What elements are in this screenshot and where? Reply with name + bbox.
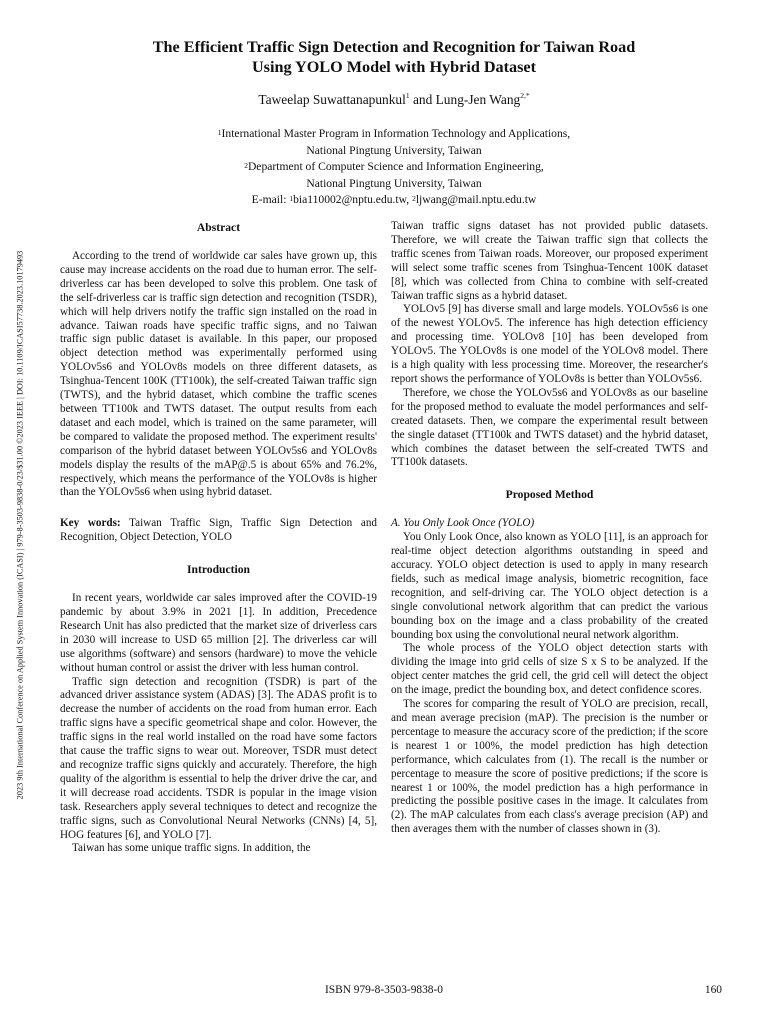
affiliations xyxy=(60,126,728,209)
email-1-link[interactable]: bia110002@nptu.edu.tw, xyxy=(293,193,413,207)
introduction-heading: Introduction xyxy=(187,563,250,577)
proposed-method-heading: Proposed Method xyxy=(505,488,594,502)
email-label: E-mail: xyxy=(251,193,290,207)
email-2-mark: 2 xyxy=(412,194,416,204)
conference-doi-sidebar xyxy=(11,165,29,885)
keywords-label: Key words: xyxy=(60,517,121,530)
affiliation-2-line-1 xyxy=(60,159,728,176)
keywords-text: Taiwan Traffic Sign, Traffic Sign Detection and Recognition, Object Detection, YOLO xyxy=(60,517,377,544)
email-1-mark: 1 xyxy=(289,194,294,204)
intro-paragraph-3-continued: Taiwan traffic signs dataset has not provided public datasets. Therefore, we will create the Taiwan traffic sign that collects the traffic scenes from Taiwan roads. Moreover, our proposed experiment will select some traffic scenes from Tsinghua-Tencent 100K dataset [8], which was collected from China to combine with self-created Taiwan traffic signs as a hybrid dataset. xyxy=(391,220,708,302)
footer-isbn: ISBN 979-8-3503-9838-0 xyxy=(324,984,443,996)
author-2-affil-mark: 2,* xyxy=(520,91,530,100)
title-line-2: Using YOLO Model with Hybrid Dataset xyxy=(251,58,537,76)
affiliation-2-text: Department of Computer Science and Information Engineering, xyxy=(247,160,544,174)
intro-paragraph-5: Therefore, we chose the YOLOv5s6 and YOLOv8s as our baseline for the proposed method to evaluate the model performances and self-created datasets. Then, we compare the experimental result between the single dataset (TT100k and TWTS dataset) and the hybrid dataset, which combines the dataset between the self-created TWTS and TT100k datasets. xyxy=(391,386,708,469)
abstract-text: According to the trend of worldwide car sales have grown up, this cause may increase accidents on the road due to human error. The self-driverless car has been developed to solve this problem. One task of the self-driverless car is traffic sign detection and recognition (TSDR), which will help drivers notify the traffic sign installed on the road in advance. Taiwan roads have specific traffic signs, and no Taiwan traffic sign public dataset is available. In this paper, our proposed object detection method was experimentally performed using YOLOv5s6 and YOLOv8s models on three different datasets, as Tsinghua-Tencent 100K (TT100k), the self-created Taiwan traffic sign (TWTS), and the hybrid dataset, which combine the traffic scenes between TT100k and TWTS dataset. The output results from each dataset and each model, which is trained on the same parameter, will be compared to validate the proposed method. The experiment results' comparison of the hybrid dataset between YOLOv5s6 and YOLOv8s models display the results of the mAP@.5 is about 65% and 76.2%, respectively, which means the performance of the YOLOv8s is higher than the YOLOv5s6 when using hybrid dataset. xyxy=(60,250,377,499)
left-column xyxy=(60,220,377,856)
email-2-link[interactable]: ljwang@mail.nptu.edu.tw xyxy=(415,193,537,207)
intro-paragraph-2: Traffic sign detection and recognition (TSDR) is part of the advanced driver assistance system (ADAS) [3]. The ADAS profit is to decrease the number of accidents on the road from human error. Each traffic signs have a specific geometrical shape and color. However, the traffic signs in the real world installed on the road have some factors that cause the traffic signs to wear out. Moreover, TSDR must detect and recognize traffic signs quickly and accurately. Therefore, the high quality of the algorithm is essential to help the driver drive the car, and it will decrease road accidents. TSDR is popular in the image vision task. Researchers apply several techniques to detect and recognize the traffic signs, such as Convolutional Neural Networks (CNNs) [4, 5], HOG features [6], and YOLO [7]. xyxy=(60,675,377,841)
title-line-1: The Efficient Traffic Sign Detection and Recognition for Taiwan Road xyxy=(152,38,636,56)
author-1-name: Taweelap Suwattanapunkul xyxy=(258,92,406,107)
affiliation-1-mark: 1 xyxy=(217,128,222,137)
intro-paragraph-3-start: Taiwan has some unique traffic signs. In addition, the xyxy=(72,842,311,855)
affiliation-1-line-2: National Pingtung University, Taiwan xyxy=(306,143,482,157)
method-paragraph-2: The whole process of the YOLO object detection starts with dividing the image into grid cells of size S x S to be analyzed. If the object center matches the grid cell, the grid cell will detect the object on the image, predict the bounding box, and detect confidence scores. xyxy=(391,642,708,697)
affiliation-1-line-1 xyxy=(60,126,728,143)
method-paragraph-1: You Only Look Once, also known as YOLO [11], is an approach for real-time object detection algorithms outstanding in speed and accuracy. YOLO object detection is used to apply in many research fields, such as medical image analysis, biometric recognition, face recognition, and self-driving car. The YOLO object detection is a single convolutional network algorithm that can predict the various bounding box on the image and a class probability of the created bounding box using the convolutional neural network algorithm. xyxy=(391,531,708,641)
author-conjunction: and xyxy=(409,92,436,107)
affiliation-2-mark: 2 xyxy=(244,161,248,171)
keywords xyxy=(60,517,377,545)
intro-paragraph-4: YOLOv5 [9] has diverse small and large models. YOLOv5s6 is one of the newest YOLOv5. The inference has high detection efficiency and processing time. YOLOv8 [10] has been developed from YOLOv5. The YOLOv8s is one model of the YOLOv8 model. There is a high quality with less processing time. Moreover, the researcher's report shows the performance of YOLOv8s is better than YOLOv5s6. xyxy=(391,303,708,385)
author-1-affil-mark: 1 xyxy=(405,91,410,100)
right-column xyxy=(391,220,708,837)
abstract-heading: Abstract xyxy=(196,221,241,234)
page-number: 160 xyxy=(704,984,722,996)
method-paragraph-3: The scores for comparing the result of YOLO are precision, recall, and mean average precision (mAP). The precision is the number or percentage to measure the accuracy score of the prediction; if the score is nearest 1 or 100%, the model prediction has high detection performance, which calculates from (1). The recall is the number or percentage to measure the score of positive predictions; if the score is nearest 1 or 100%, the model prediction has a high performance in predicting the possible positive cases in the image. It calculates from (2). The mAP calculates from each class's average precision (AP) and then averages them with the number of classes shown in (3). xyxy=(391,698,708,836)
affiliation-1-text: International Master Program in Information Technology and Applications, xyxy=(221,127,571,140)
intro-paragraph-1: In recent years, worldwide car sales improved after the COVID-19 pandemic by about 3.9% in 2021 [1]. In addition, Precedence Research Unit has also predicted that the market size of driverless cars in 2030 will increase to USD 65 million [2]. The driverless car will use algorithms (software) and sensors (hardware) to move the vehicle without human control or assist the driver with less human control. xyxy=(60,592,377,674)
sidebar-citation-text: 2023 9th International Conference on Applied System Innovation (ICASI) | 979-8-3503-9838-0/23/$31.00 ©2023 IEEE | DOI: 10.1109/ICASI57738.2023.10179493 xyxy=(15,250,25,800)
affiliation-2-line-2: National Pingtung University, Taiwan xyxy=(306,176,482,190)
yolo-subheading: A. You Only Look Once (YOLO) xyxy=(391,517,535,530)
author-list xyxy=(60,92,728,108)
author-2-name: Lung-Jen Wang xyxy=(435,92,521,107)
paper-title xyxy=(60,37,728,77)
email-line xyxy=(60,192,728,209)
